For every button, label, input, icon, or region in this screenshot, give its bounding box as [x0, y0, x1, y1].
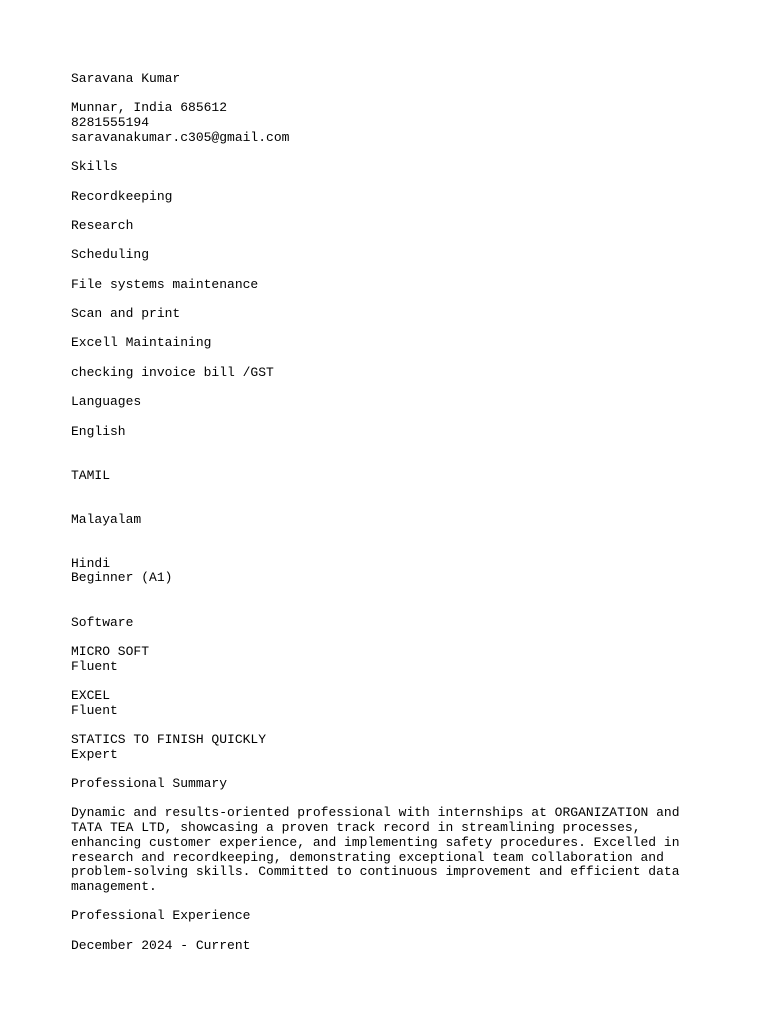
software-level: Fluent: [71, 702, 118, 718]
language-name: Hindi: [71, 555, 111, 571]
contact-phone: 8281555194: [71, 115, 150, 131]
skill-item: Scan and print: [71, 306, 181, 321]
skill-item: Recordkeeping: [71, 188, 173, 204]
resume-document: [71, 72, 711, 953]
language-name: English: [71, 423, 126, 439]
software-level: Expert: [71, 746, 118, 762]
summary-text: Dynamic and results-oriented professional with internships at ORGANIZATION and TATA TEA LTD, showcasing a proven track record in streamlining processes, enhancing customer experience, and implementing safety procedures. Excelled in research and recordkeeping, demonstrating exceptional team collaboration and problem-solving skills. Committed to continuous improvement and efficient data management.: [71, 805, 680, 894]
skill-item: Excell Maintaining: [71, 335, 212, 351]
software-name: MICRO SOFT: [71, 643, 150, 659]
languages-section: [71, 395, 711, 586]
experience-period: December 2024 - Current: [71, 937, 251, 953]
software-level: Fluent: [71, 658, 118, 674]
skill-item: File systems maintenance: [71, 276, 259, 292]
skills-heading: Skills: [71, 159, 118, 175]
language-name: Malayalam: [71, 511, 142, 527]
language-level: Beginner (A1): [71, 570, 173, 586]
software-section: [71, 616, 711, 763]
experience-section: [71, 909, 711, 953]
experience-heading: Professional Experience: [71, 908, 251, 924]
software-name: STATICS TO FINISH QUICKLY: [71, 732, 267, 747]
contact-block: [71, 101, 711, 145]
contact-email: saravanakumar.c305@gmail.com: [71, 129, 290, 145]
skill-item: Scheduling: [71, 247, 150, 263]
skills-section: [71, 160, 711, 380]
language-name: TAMIL: [71, 467, 111, 483]
summary-heading: Professional Summary: [71, 776, 228, 792]
software-name: EXCEL: [71, 687, 111, 703]
contact-address: Munnar, India 685612: [71, 100, 228, 116]
skill-item: Research: [71, 217, 134, 233]
skill-item: checking invoice bill /GST: [71, 364, 274, 380]
candidate-name: Saravana Kumar: [71, 71, 181, 86]
summary-section: [71, 777, 711, 895]
languages-heading: Languages: [71, 394, 142, 410]
software-heading: Software: [71, 614, 134, 630]
